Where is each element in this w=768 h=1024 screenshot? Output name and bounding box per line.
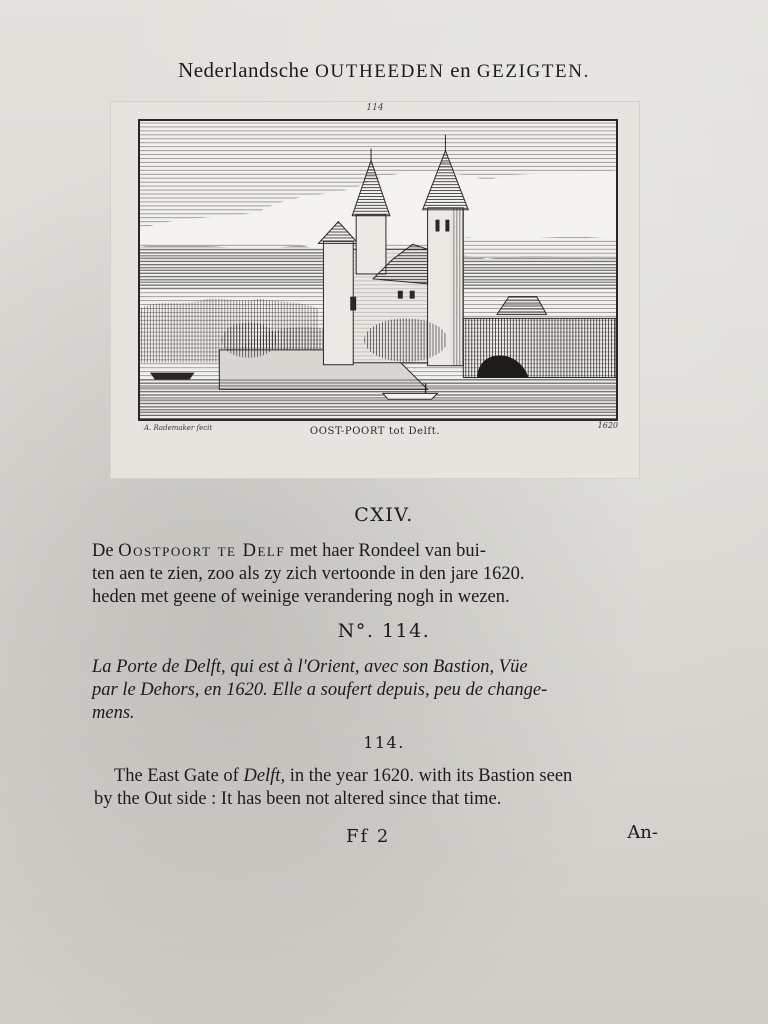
french-paragraph xyxy=(92,656,664,725)
plate-caption: OOST-POORT tot Delft. xyxy=(309,426,441,437)
running-header xyxy=(0,58,768,83)
dutch-line-1 xyxy=(92,540,664,563)
french-line-3: mens. xyxy=(92,703,135,723)
header-conj: en xyxy=(450,58,472,82)
english-paragraph xyxy=(94,765,686,811)
section-number: CXIV. xyxy=(354,504,414,526)
french-line-2: par le Dehors, en 1620. Elle a soufert depuis, peu de change- xyxy=(92,680,548,700)
english-line-1-c: in the year 1620. with its Bastion seen xyxy=(289,766,573,786)
gate-engraving xyxy=(140,121,616,419)
plate-artist: A. Rademaker fecit xyxy=(144,424,213,432)
dutch-line-1-c: met haer Rondeel van bui- xyxy=(289,541,486,561)
engraving-image xyxy=(138,119,618,421)
dutch-line-2: ten aen te zien, zoo als zy zich vertoonde in den jare 1620. xyxy=(92,564,525,584)
dutch-line-1-a: De xyxy=(92,541,114,561)
english-number-label: 114. xyxy=(363,733,405,752)
dutch-line-1-b: Oostpoort te Delf xyxy=(118,541,286,561)
catchword: An- xyxy=(627,822,658,843)
number-label: N°. 114. xyxy=(337,620,431,642)
english-line-2: by the Out side : It has been not altered since that time. xyxy=(94,789,502,809)
engraving-plate xyxy=(110,101,640,479)
signature-mark: Ff 2 xyxy=(346,826,391,847)
plate-year: 1620 xyxy=(597,421,618,430)
dutch-paragraph xyxy=(92,540,664,609)
header-prefix: Nederlandsche xyxy=(178,58,310,82)
english-line-1-a: The East Gate of xyxy=(114,766,239,786)
english-line-1 xyxy=(114,765,686,788)
english-line-1-b: Delft, xyxy=(243,766,286,786)
plate-number: 114 xyxy=(366,103,384,113)
dutch-line-3: heden met geene of weinige verandering nogh in wezen. xyxy=(92,587,510,607)
header-title: OUTHEEDEN xyxy=(315,61,445,82)
french-line-1: La Porte de Delft, qui est à l'Orient, avec son Bastion, Vüe xyxy=(92,657,528,677)
header-title2: GEZIGTEN. xyxy=(476,61,590,82)
